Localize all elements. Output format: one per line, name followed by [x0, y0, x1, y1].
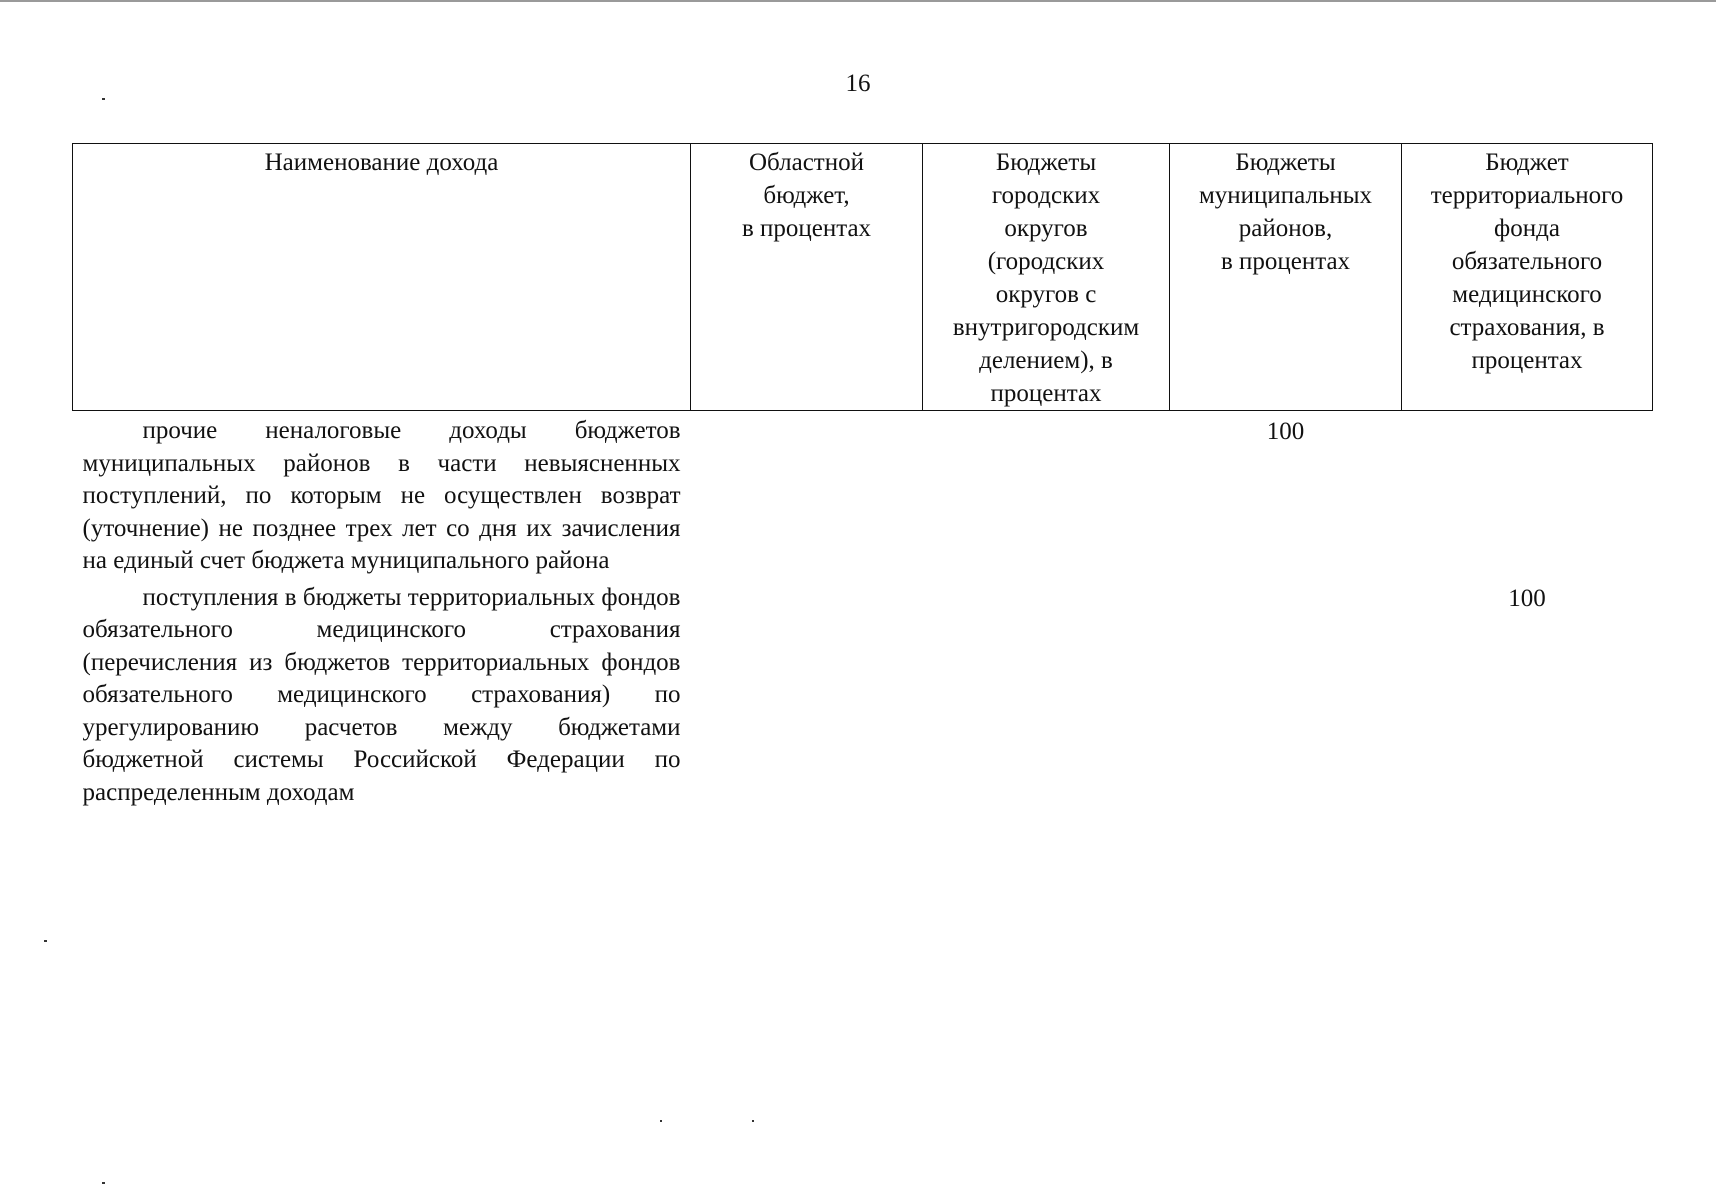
header-municipal-districts-budget: Бюджеты муниципальных районов, в процентах: [1170, 144, 1402, 411]
income-distribution-table: [72, 143, 1653, 809]
city-districts-value-cell: [923, 578, 1170, 810]
header-city-districts-budget: Бюджеты городских округов (городских округов с внутригородским делением), в процентах: [923, 144, 1170, 411]
scan-speck: [660, 1120, 662, 1122]
scan-speck: [752, 1120, 754, 1122]
municipal-districts-value-cell: [1170, 578, 1402, 810]
header-income-name: Наименование дохода: [73, 144, 691, 411]
oblast-value-cell: [691, 411, 923, 578]
table-row: [73, 411, 1653, 578]
municipal-districts-value-cell: 100: [1266, 418, 1305, 445]
page-number: 16: [845, 70, 871, 97]
territorial-fund-value-cell: [1402, 411, 1653, 578]
table-header-row: [73, 144, 1653, 411]
header-territorial-fund-budget: Бюджет территориального фонда обязательного медицинского страхования, в процентах: [1402, 144, 1653, 411]
territorial-fund-value-cell: 100: [1508, 584, 1546, 612]
income-name-cell: прочие неналоговые доходы бюджетов муниципальных районов в части невыясненных поступлений, по которым не осуществлен возврат (уточнение) не позднее трех лет со дня их зачисления на единый счет бюджета муниципального района: [82, 417, 681, 574]
scan-speck: [102, 1182, 105, 1184]
scan-speck: [44, 940, 47, 942]
table-row: [73, 578, 1653, 810]
oblast-value-cell: [691, 578, 923, 810]
income-name-cell: поступления в бюджеты территориальных фондов обязательного медицинского страхования (перечисления из бюджетов территориальных фондов обязательного медицинского страхования) по урегулированию расчетов между бюджетами бюджетной системы Российской Федерации по распределенным доходам: [82, 583, 681, 806]
header-oblast-budget: Областной бюджет, в процентах: [691, 144, 923, 411]
city-districts-value-cell: [923, 411, 1170, 578]
scan-edge-line: [0, 0, 1716, 2]
scan-speck: [102, 98, 105, 100]
